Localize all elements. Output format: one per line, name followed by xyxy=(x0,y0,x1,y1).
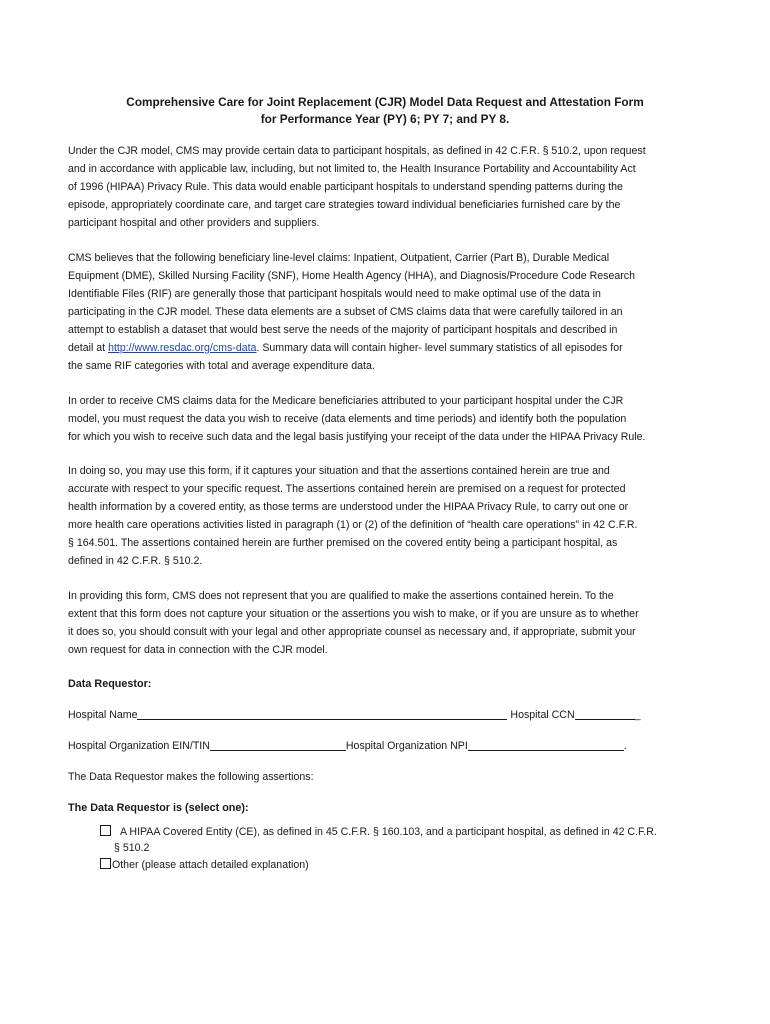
option-covered-entity-continued: § 510.2 xyxy=(114,842,150,854)
request-paragraph xyxy=(68,392,702,446)
form-title-line-1: Comprehensive Care for Joint Replacement (CJR) Model Data Request and Attestation Form xyxy=(126,95,644,109)
paragraph-line: own request for data in connection with the CJR model. xyxy=(68,644,328,656)
covered-entity-label: A HIPAA Covered Entity (CE), as defined in 45 C.F.R. § 160.103, and a participant hospital, as defined in 42 C.F.R. xyxy=(120,826,657,838)
covered-entity-checkbox[interactable] xyxy=(100,825,111,836)
hospital-ccn-label: Hospital CCN xyxy=(507,709,575,721)
paragraph-line: of 1996 (HIPAA) Privacy Rule. This data would enable participant hospitals to understand spending patterns during the xyxy=(68,181,623,193)
paragraph-line: episode, appropriately coordinate care, and target care strategies toward individual beneficiaries furnished care by the xyxy=(68,199,621,211)
assertions-paragraph xyxy=(68,462,702,570)
npi-field[interactable] xyxy=(468,738,624,751)
npi-label: Hospital Organization NPI xyxy=(345,740,468,752)
paragraph-line: it does so, you should consult with your legal and other appropriate counsel as necessary and, if appropriate, submit your xyxy=(68,626,636,638)
paragraph-line: model, you must request the data you wish to receive (data elements and time periods) and identify both the population xyxy=(68,413,627,425)
data-requestor-heading: Data Requestor: xyxy=(68,678,152,690)
organization-ids-row xyxy=(68,738,627,754)
paragraph-line: accurate with respect to your specific request. The assertions contained herein are premised on a request for protected xyxy=(68,483,626,495)
disclaimer-paragraph xyxy=(68,587,702,659)
ein-tin-field[interactable] xyxy=(210,738,346,751)
paragraph-line: In order to receive CMS claims data for the Medicare beneficiaries attributed to your participant hospital under the CJR xyxy=(68,395,624,407)
hospital-ccn-field[interactable] xyxy=(575,707,635,720)
option-other xyxy=(100,857,309,873)
intro-paragraph xyxy=(68,142,702,232)
paragraph-line: defined in 42 C.F.R. § 510.2. xyxy=(68,555,203,567)
paragraph-line: participating in the CJR model. These data elements are a subset of CMS claims data that were carefully tailored in an xyxy=(68,306,623,318)
detail-prefix: detail at xyxy=(68,342,109,354)
hospital-row xyxy=(68,707,641,723)
detail-suffix: . Summary data will contain higher- level summary statistics of all episodes for xyxy=(256,342,623,354)
select-one-heading: The Data Requestor is (select one): xyxy=(68,802,249,814)
paragraph-line: more health care operations activities listed in paragraph (1) or (2) of the definition of “health care operations” in 42 C.F.R. xyxy=(68,519,638,531)
paragraph-line: § 164.501. The assertions contained herein are further premised on the covered entity being a participant hospital, as xyxy=(68,537,618,549)
other-checkbox[interactable] xyxy=(100,858,111,869)
paragraph-line: Identifiable Files (RIF) are generally those that participant hospitals would need to make optimal use of the data in xyxy=(68,288,601,300)
hospital-name-field[interactable] xyxy=(137,707,507,720)
npi-trailing: . xyxy=(623,740,627,752)
paragraph-line: In providing this form, CMS does not represent that you are qualified to make the assertions contained herein. To the xyxy=(68,590,614,602)
paragraph-line: extent that this form does not capture your situation or the assertions you wish to make, or if you are unsure as to whether xyxy=(68,608,639,620)
assertions-intro: The Data Requestor makes the following assertions: xyxy=(68,771,314,783)
paragraph-line: Equipment (DME), Skilled Nursing Facility (SNF), Home Health Agency (HHA), and Diagnosis/Procedure Code Research xyxy=(68,270,635,282)
paragraph-line: participant hospital and other providers and suppliers. xyxy=(68,217,320,229)
claims-paragraph xyxy=(68,249,702,375)
resdac-link[interactable]: http://www.resdac.org/cms-data xyxy=(108,342,257,354)
paragraph-line: and in accordance with applicable law, including, but not limited to, the Health Insurance Portability and Accountability Act xyxy=(68,163,636,175)
paragraph-line: In doing so, you may use this form, if it captures your situation and that the assertions contained herein are true and xyxy=(68,465,610,477)
option-covered-entity xyxy=(100,824,657,840)
ccn-trailing: _ xyxy=(634,709,641,721)
paragraph-line: for which you wish to receive such data and the legal basis justifying your receipt of the data under the HIPAA Privacy Rule. xyxy=(68,431,646,443)
other-label: Other (please attach detailed explanation) xyxy=(112,859,309,871)
form-title-line-2: for Performance Year (PY) 6; PY 7; and PY 8. xyxy=(260,112,510,126)
paragraph-line: CMS believes that the following beneficiary line-level claims: Inpatient, Outpatient, Carrier (Part B), Durable Medical xyxy=(68,252,610,264)
paragraph-line: health information by a covered entity, as those terms are understood under the HIPAA Privacy Rule, to carry out one or xyxy=(68,501,629,513)
hospital-name-label: Hospital Name xyxy=(68,709,138,721)
paragraph-line: Under the CJR model, CMS may provide certain data to participant hospitals, as defined in 42 C.F.R. § 510.2, upon request xyxy=(68,145,646,157)
ein-tin-label: Hospital Organization EIN/TIN xyxy=(68,740,210,752)
paragraph-line xyxy=(68,339,702,357)
paragraph-line: attempt to establish a dataset that would best serve the needs of the majority of participant hospitals and described in xyxy=(68,324,618,336)
paragraph-line: the same RIF categories with total and average expenditure data. xyxy=(68,360,375,372)
